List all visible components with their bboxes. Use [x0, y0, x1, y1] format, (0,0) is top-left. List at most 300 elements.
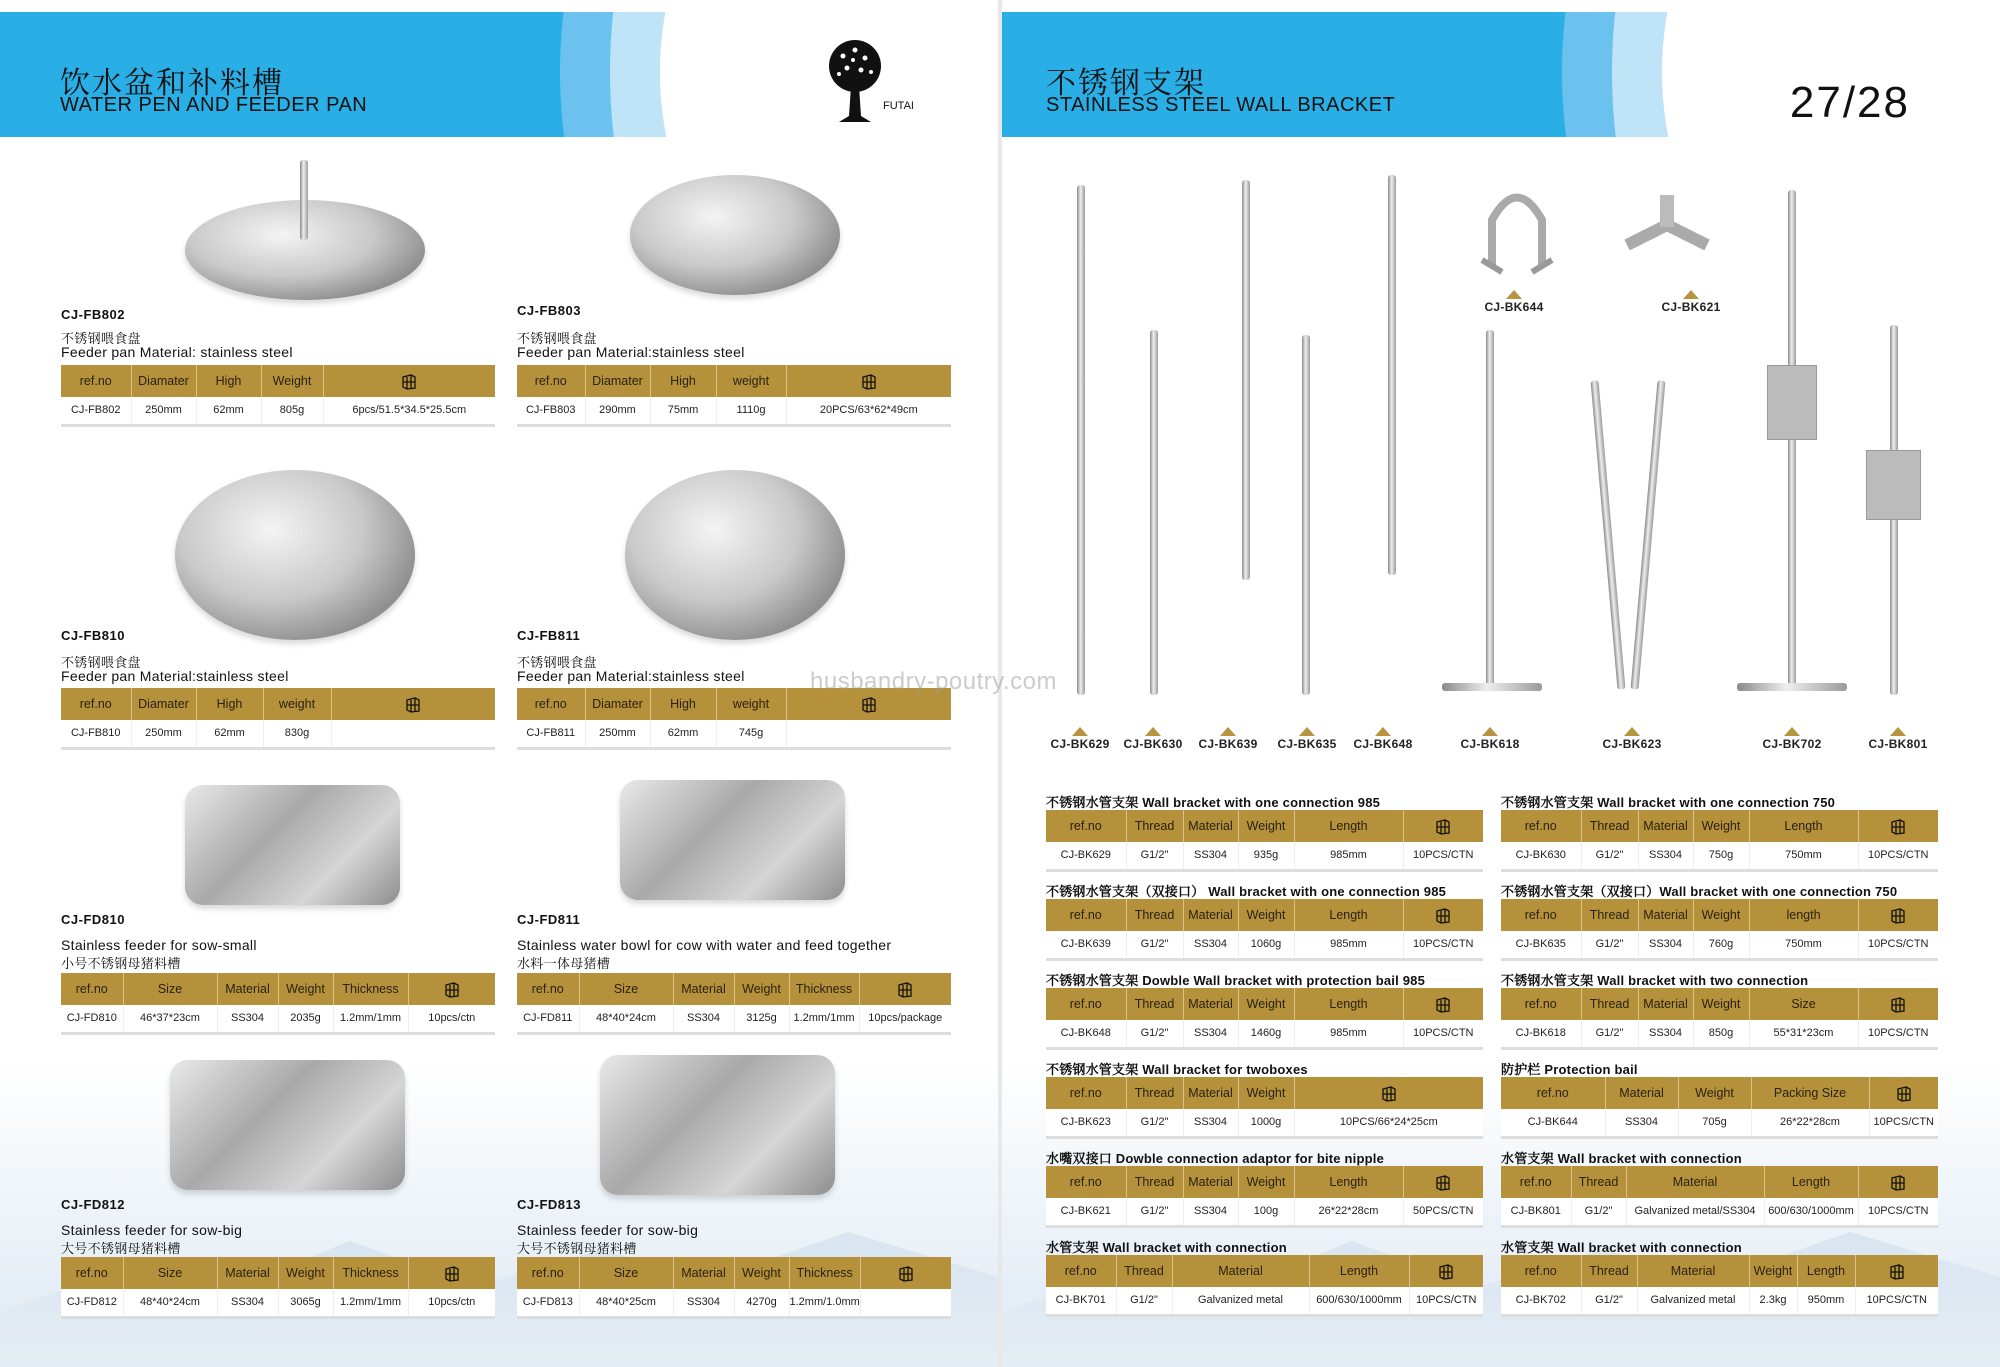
col-header: Thread [1571, 1166, 1626, 1198]
table-row [1501, 1020, 1938, 1048]
cell: CJ-BK623 [1046, 1109, 1126, 1137]
spec-table-fb811 [517, 688, 951, 750]
carton-icon [1435, 996, 1451, 1013]
cell: 48*40*24cm [123, 1289, 217, 1317]
col-header: High [650, 365, 716, 397]
col-header: Thread [1581, 1255, 1637, 1287]
product-code: CJ-FB811 [517, 628, 581, 643]
product-code: CJ-FB802 [61, 307, 125, 322]
bracket-label: CJ-BK801 [1868, 737, 1928, 751]
sow-feeder-fd812-image [170, 1060, 405, 1190]
cell: CJ-BK618 [1501, 1020, 1581, 1048]
cell: G1/2" [1571, 1198, 1626, 1226]
cell: 985mm [1294, 931, 1403, 959]
spec-table-bk630 [1501, 810, 1938, 872]
col-header: Size [579, 1257, 673, 1289]
col-header: Material [1637, 1255, 1749, 1287]
bracket-bk635-image [1302, 335, 1310, 695]
col-header: Weight [1238, 1077, 1294, 1109]
cell: 850g [1693, 1020, 1749, 1048]
col-header: ref.no [1046, 810, 1126, 842]
spec-table-bk644 [1501, 1077, 1938, 1139]
bracket-bk639-image [1242, 180, 1250, 580]
cell: 2035g [278, 1005, 333, 1033]
spec-table-bk701 [1046, 1255, 1483, 1317]
cell: CJ-BK648 [1046, 1020, 1126, 1048]
col-header: Material [1172, 1255, 1309, 1287]
cell: CJ-BK635 [1501, 931, 1581, 959]
product-desc: Feeder pan Material:stainless steel [61, 668, 289, 684]
water-bowl-fd811-image [620, 780, 845, 900]
product-code: CJ-FD812 [61, 1197, 125, 1212]
carton-icon-header [1858, 988, 1938, 1020]
col-header: ref.no [1501, 1255, 1581, 1287]
cell [331, 720, 495, 748]
section-title: 水嘴双接口 Dowble connection adaptor for bite nipple [1046, 1151, 1385, 1166]
feeder-pan-fb803-image [630, 175, 840, 295]
cell: 10PCS/CTN [1409, 1287, 1483, 1315]
cell: 2.3kg [1749, 1287, 1797, 1315]
section-title: 不锈钢水管支架（双接口）Wall bracket with one connection 750 [1501, 884, 1898, 899]
col-header: Weight [278, 973, 333, 1005]
product-name-cn: 不锈钢喂食盘 [517, 656, 597, 671]
label-marker-icon [1072, 727, 1088, 736]
spec-table-fd813 [517, 1257, 951, 1319]
col-header: ref.no [1501, 1166, 1571, 1198]
label-marker-icon [1299, 727, 1315, 736]
product-name-cn: 小号不锈钢母猪料槽 [61, 957, 181, 972]
carton-icon [1890, 818, 1906, 835]
col-header: Length [1294, 810, 1403, 842]
table-row [1501, 1198, 1938, 1226]
col-header: High [650, 688, 716, 720]
col-header: Thread [1126, 1077, 1183, 1109]
cell: CJ-BK630 [1501, 842, 1581, 870]
col-header: length [1749, 899, 1858, 931]
cell: 950mm [1797, 1287, 1855, 1315]
cell: CJ-BK629 [1046, 842, 1126, 870]
bracket-bk648-image [1388, 175, 1396, 575]
cell: CJ-FD812 [61, 1289, 123, 1317]
table-row [517, 397, 951, 425]
cell: SS304 [1605, 1109, 1678, 1137]
page-number: 27/28 [1789, 78, 1910, 127]
cell: 10PCS/CTN [1858, 1198, 1938, 1226]
bracket-label: CJ-BK639 [1198, 737, 1258, 751]
cell: G1/2" [1126, 1198, 1183, 1226]
bracket-label: CJ-BK644 [1484, 300, 1544, 314]
carton-icon [1890, 1174, 1906, 1191]
table-row [1046, 1198, 1483, 1226]
col-header: Thread [1581, 988, 1638, 1020]
col-header: Material [1183, 899, 1238, 931]
carton-icon [1896, 1085, 1912, 1102]
spec-table-fd811 [517, 973, 951, 1035]
table-row [1501, 842, 1938, 870]
cell: 10PCS/CTN [1855, 1287, 1938, 1315]
product-desc: Stainless feeder for sow-big [61, 1222, 243, 1238]
cell: 750mm [1749, 842, 1858, 870]
col-header: Material [1183, 1166, 1238, 1198]
cell: G1/2" [1126, 842, 1183, 870]
carton-icon [1435, 1174, 1451, 1191]
bracket-bk623-image [1591, 380, 1626, 690]
cell: 10PCS/CTN [1858, 1020, 1938, 1048]
col-header: High [196, 688, 263, 720]
col-header: Size [123, 973, 217, 1005]
cell: SS304 [1183, 842, 1238, 870]
product-name-cn: 大号不锈钢母猪料槽 [61, 1242, 181, 1257]
spec-table-fd810 [61, 973, 495, 1035]
bracket-bk623-arm [1631, 380, 1666, 690]
col-header: Material [217, 973, 278, 1005]
carton-icon-header [1403, 899, 1483, 931]
col-header: Material [1638, 899, 1693, 931]
cell: G1/2" [1126, 1109, 1183, 1137]
col-header: Thickness [333, 973, 408, 1005]
sow-feeder-fd813-image [600, 1055, 835, 1195]
cell: 46*37*23cm [123, 1005, 217, 1033]
bracket-label: CJ-BK702 [1762, 737, 1822, 751]
product-code: CJ-FD810 [61, 912, 125, 927]
cell: 1.2mm/1mm [789, 1005, 859, 1033]
spec-table-bk621 [1046, 1166, 1483, 1228]
bracket-label: CJ-BK618 [1460, 737, 1520, 751]
spec-table-fb802 [61, 365, 495, 427]
col-header: Material [1638, 810, 1693, 842]
protection-bail-bk644-image [1472, 180, 1562, 280]
col-header: Size [579, 973, 673, 1005]
cell: 705g [1678, 1109, 1751, 1137]
cell: CJ-FB811 [517, 720, 585, 748]
watermark: husbandry-poutry.com [810, 668, 1057, 695]
label-marker-icon [1683, 290, 1699, 299]
cell: CJ-FD813 [517, 1289, 579, 1317]
carton-icon-header [331, 688, 495, 720]
col-header: weight [716, 365, 786, 397]
cell: 805g [261, 397, 323, 425]
col-header: Length [1797, 1255, 1855, 1287]
cell: 10pcs/package [859, 1005, 951, 1033]
cell: 62mm [196, 720, 263, 748]
cell: CJ-FD810 [61, 1005, 123, 1033]
cell: 10PCS/CTN [1403, 931, 1483, 959]
left-title-cn: 饮水盆和补料槽 [60, 66, 284, 101]
cell: CJ-FB803 [517, 397, 585, 425]
cell: CJ-BK621 [1046, 1198, 1126, 1226]
col-header: Thread [1126, 810, 1183, 842]
col-header: Size [123, 1257, 217, 1289]
carton-icon [861, 696, 877, 713]
product-desc: Feeder pan Material: stainless steel [61, 344, 293, 360]
col-header: Length [1309, 1255, 1409, 1287]
table-row [61, 1289, 495, 1317]
carton-icon [1438, 1263, 1454, 1280]
right-catalog-page [1002, 0, 2000, 1367]
col-header: Weight [1678, 1077, 1751, 1109]
label-marker-icon [1145, 727, 1161, 736]
product-code: CJ-FB810 [61, 628, 125, 643]
tree-logo-icon [825, 38, 885, 123]
col-header: Length [1294, 988, 1403, 1020]
col-header: Diamater [585, 688, 650, 720]
cell: SS304 [1183, 931, 1238, 959]
cell: Galvanized metal [1172, 1287, 1309, 1315]
label-marker-icon [1506, 290, 1522, 299]
cell: 50PCS/CTN [1403, 1198, 1483, 1226]
cell [786, 720, 951, 748]
table-row [1046, 1020, 1483, 1048]
cell: 290mm [585, 397, 650, 425]
futai-logo [825, 38, 920, 123]
cell: G1/2" [1116, 1287, 1172, 1315]
col-header: Thread [1126, 988, 1183, 1020]
bracket-label: CJ-BK621 [1661, 300, 1721, 314]
col-header: ref.no [1046, 1077, 1126, 1109]
cell: 62mm [196, 397, 261, 425]
col-header: Material [1638, 988, 1693, 1020]
col-header: Thickness [333, 1257, 408, 1289]
col-header: Thread [1581, 899, 1638, 931]
carton-icon-header [859, 973, 951, 1005]
col-header: Weight [1693, 810, 1749, 842]
spec-table-bk635 [1501, 899, 1938, 961]
col-header: Material [1183, 988, 1238, 1020]
carton-icon [1435, 907, 1451, 924]
col-header: ref.no [1046, 988, 1126, 1020]
cell: G1/2" [1581, 842, 1638, 870]
bk702-clamp [1767, 365, 1817, 440]
bracket-bk630-image [1150, 330, 1158, 695]
cell: 750g [1693, 842, 1749, 870]
col-header: Weight [734, 1257, 789, 1289]
cell: SS304 [217, 1005, 278, 1033]
table-row [61, 397, 495, 425]
bracket-bk702-image [1788, 190, 1796, 690]
cell: 985mm [1294, 842, 1403, 870]
col-header: ref.no [517, 365, 585, 397]
col-header: Material [217, 1257, 278, 1289]
left-title-en: WATER PEN AND FEEDER PAN [60, 94, 368, 116]
cell: CJ-BK702 [1501, 1287, 1581, 1315]
feeder-pan-fb802-shaft [300, 160, 308, 240]
table-row [1046, 1109, 1483, 1137]
label-marker-icon [1784, 727, 1800, 736]
carton-icon [898, 1265, 914, 1282]
table-row [517, 1289, 951, 1317]
cell: G1/2" [1581, 931, 1638, 959]
carton-icon [1381, 1085, 1397, 1102]
cell: CJ-BK801 [1501, 1198, 1571, 1226]
spec-table-bk618 [1501, 988, 1938, 1050]
label-marker-icon [1482, 727, 1498, 736]
col-header: Material [673, 1257, 734, 1289]
sow-feeder-fd810-image [185, 785, 400, 905]
section-title: 不锈钢水管支架 Wall bracket with two connection [1501, 973, 1809, 988]
col-header: ref.no [1501, 899, 1581, 931]
product-code: CJ-FB803 [517, 303, 581, 318]
col-header: Material [1626, 1166, 1764, 1198]
spec-table-bk623 [1046, 1077, 1483, 1139]
table-row [517, 1005, 951, 1033]
carton-icon [1890, 996, 1906, 1013]
product-desc: Feeder pan Material:stainless steel [517, 344, 745, 360]
carton-icon-header [786, 365, 951, 397]
cell: SS304 [673, 1289, 734, 1317]
product-desc: Feeder pan Material:stainless steel [517, 668, 745, 684]
bracket-label: CJ-BK635 [1277, 737, 1337, 751]
cell: CJ-BK639 [1046, 931, 1126, 959]
cell: 600/630/1000mm [1309, 1287, 1409, 1315]
cell: 26*22*28cm [1294, 1198, 1403, 1226]
cell: 600/630/1000mm [1764, 1198, 1858, 1226]
cell: 1000g [1238, 1109, 1294, 1137]
section-title: 不锈钢水管支架（双接口） Wall bracket with one connection 985 [1046, 884, 1447, 899]
table-row [61, 720, 495, 748]
carton-icon-header [408, 1257, 495, 1289]
cell: SS304 [217, 1289, 278, 1317]
col-header: Weight [734, 973, 789, 1005]
bracket-bk618-image [1486, 330, 1494, 690]
section-title: 不锈钢水管支架 Wall bracket with one connection 985 [1046, 795, 1381, 810]
cell: 100g [1238, 1198, 1294, 1226]
col-header: Diamater [131, 365, 196, 397]
table-row [517, 720, 951, 748]
cell: 1.2mm/1mm [333, 1289, 408, 1317]
table-row [1501, 1287, 1938, 1315]
carton-icon [405, 696, 421, 713]
bracket-bk618-base [1442, 683, 1542, 691]
col-header: Weight [1238, 1166, 1294, 1198]
cell: 1460g [1238, 1020, 1294, 1048]
col-header: Weight [1693, 988, 1749, 1020]
table-row [1046, 842, 1483, 870]
col-header: Thickness [789, 973, 859, 1005]
cell: G1/2" [1126, 931, 1183, 959]
section-title: 水管支架 Wall bracket with connection [1501, 1240, 1742, 1255]
label-marker-icon [1375, 727, 1391, 736]
product-name-cn: 不锈钢喂食盘 [517, 332, 597, 347]
carton-icon [861, 373, 877, 390]
spec-table-bk648 [1046, 988, 1483, 1050]
carton-icon-header [1403, 1166, 1483, 1198]
cell: 10pcs/ctn [408, 1005, 495, 1033]
cell: 26*22*28cm [1751, 1109, 1869, 1137]
feeder-pan-fb811-image [625, 470, 845, 640]
cell: G1/2" [1126, 1020, 1183, 1048]
cell: SS304 [1638, 1020, 1693, 1048]
col-header: Thread [1126, 899, 1183, 931]
carton-icon-header [323, 365, 495, 397]
section-title: 不锈钢水管支架 Dowble Wall bracket with protection bail 985 [1046, 973, 1426, 988]
col-header: weight [263, 688, 331, 720]
cell: 10PCS/CTN [1403, 842, 1483, 870]
col-header: Thread [1116, 1255, 1172, 1287]
cell: 20PCS/63*62*49cm [786, 397, 951, 425]
cell: 10PCS/CTN [1869, 1109, 1938, 1137]
label-marker-icon [1220, 727, 1236, 736]
cell: 3065g [278, 1289, 333, 1317]
product-code: CJ-FD811 [517, 912, 581, 927]
cell: CJ-FD811 [517, 1005, 579, 1033]
carton-icon [444, 981, 460, 998]
cell: CJ-BK701 [1046, 1287, 1116, 1315]
carton-icon-header [1855, 1255, 1938, 1287]
cell: SS304 [1638, 842, 1693, 870]
col-header: ref.no [517, 973, 579, 1005]
cell: 62mm [650, 720, 716, 748]
cell: 10PCS/66*24*25cm [1294, 1109, 1483, 1137]
label-marker-icon [1890, 727, 1906, 736]
carton-icon [1890, 907, 1906, 924]
col-header: Thread [1126, 1166, 1183, 1198]
col-header: Weight [1238, 899, 1294, 931]
carton-icon [444, 1265, 460, 1282]
cell: Galvanized metal/SS304 [1626, 1198, 1764, 1226]
col-header: Length [1764, 1166, 1858, 1198]
cell: SS304 [1183, 1020, 1238, 1048]
cell: 10pcs/ctn [408, 1289, 495, 1317]
col-header: ref.no [61, 1257, 123, 1289]
cell: 830g [263, 720, 331, 748]
spec-table-fd812 [61, 1257, 495, 1319]
right-title-cn: 不锈钢支架 [1046, 66, 1206, 101]
cell: 75mm [650, 397, 716, 425]
cell: 48*40*24cm [579, 1005, 673, 1033]
col-header: weight [716, 688, 786, 720]
carton-icon-header [1858, 1166, 1938, 1198]
table-row [61, 1005, 495, 1033]
table-row [1501, 931, 1938, 959]
section-title: 水管支架 Wall bracket with connection [1046, 1240, 1287, 1255]
cell: 48*40*25cm [579, 1289, 673, 1317]
table-row [1046, 931, 1483, 959]
cell: SS304 [1183, 1198, 1238, 1226]
feeder-pan-fb810-image [175, 470, 415, 640]
cell: G1/2" [1581, 1020, 1638, 1048]
carton-icon-header [408, 973, 495, 1005]
cell: 760g [1693, 931, 1749, 959]
col-header: Size [1749, 988, 1858, 1020]
col-header: Weight [1749, 1255, 1797, 1287]
cell: G1/2" [1581, 1287, 1637, 1315]
spec-table-fb803 [517, 365, 951, 427]
cell: 250mm [131, 397, 196, 425]
col-header: Thickness [789, 1257, 860, 1289]
spec-table-bk629 [1046, 810, 1483, 872]
col-header: Weight [278, 1257, 333, 1289]
cell: 10PCS/CTN [1858, 842, 1938, 870]
cell: 3125g [734, 1005, 789, 1033]
cell: 250mm [131, 720, 196, 748]
carton-icon-header [1858, 899, 1938, 931]
logo-brand: FUTAI [883, 100, 914, 112]
cell: SS304 [1183, 1109, 1238, 1137]
col-header: High [196, 365, 261, 397]
bracket-bk629-image [1077, 185, 1085, 695]
col-header: ref.no [517, 688, 585, 720]
cell: CJ-FB810 [61, 720, 131, 748]
col-header: ref.no [517, 1257, 579, 1289]
col-header: Material [1183, 810, 1238, 842]
col-header: Weight [261, 365, 323, 397]
spec-table-bk639 [1046, 899, 1483, 961]
carton-icon [897, 981, 913, 998]
col-header: Length [1294, 899, 1403, 931]
carton-icon [401, 373, 417, 390]
col-header: ref.no [1501, 988, 1581, 1020]
cell: CJ-BK644 [1501, 1109, 1605, 1137]
